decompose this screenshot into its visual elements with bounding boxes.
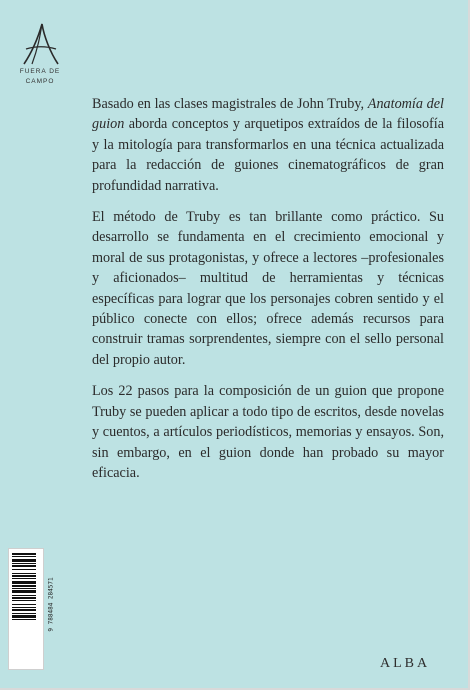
- barcode-bars-icon: [9, 549, 39, 669]
- logo-text-line2: CAMPO: [25, 78, 55, 85]
- paragraph-3: Los 22 pasos para la composición de un guion que propone Truby se pueden aplicar a todo tipo de escritos, desde novelas y cuentos, a artículos periodísticos, memorias y ensayos. Son, sin embargo, en el guion donde han probado su mayor eficacia.: [92, 383, 444, 481]
- paragraph-1-text-end: aborda conceptos y arquetipos extraídos de la filosofía y la mitología para transformarlos en una técnica actualizada para la redacción de guiones cinematográficos de gran profundidad narrativa.: [92, 116, 444, 194]
- paragraph-1: [92, 94, 444, 196]
- isbn-wrap: [45, 549, 53, 669]
- paragraph-2: El método de Truby es tan brillante como práctico. Su desarrollo se fundamenta en el crecimiento emocional y moral de sus protagonistas, y ofrece a lectores –profesionales y aficionados– multitud de herramientas y técnicas específicas para lograr que los personajes cobren sentido y el público conecte con ellos; ofrece además recursos para construir tramas sorprendentes, siempre con el sello personal del propio autor.: [92, 209, 444, 368]
- book-title: Anatomía del guion: [92, 96, 444, 133]
- letter-a-logo-icon: [18, 22, 62, 66]
- barcode: [8, 548, 55, 670]
- isbn-number: 9 788484 284571: [47, 577, 55, 632]
- publisher-logo: [10, 22, 70, 92]
- blurb: [92, 94, 444, 494]
- publisher-name: ALBA: [380, 656, 431, 671]
- paragraph-1-text-start: Basado en las clases magistrales de John Truby,: [92, 96, 368, 112]
- logo-text-line1: FUERA DE: [19, 68, 61, 75]
